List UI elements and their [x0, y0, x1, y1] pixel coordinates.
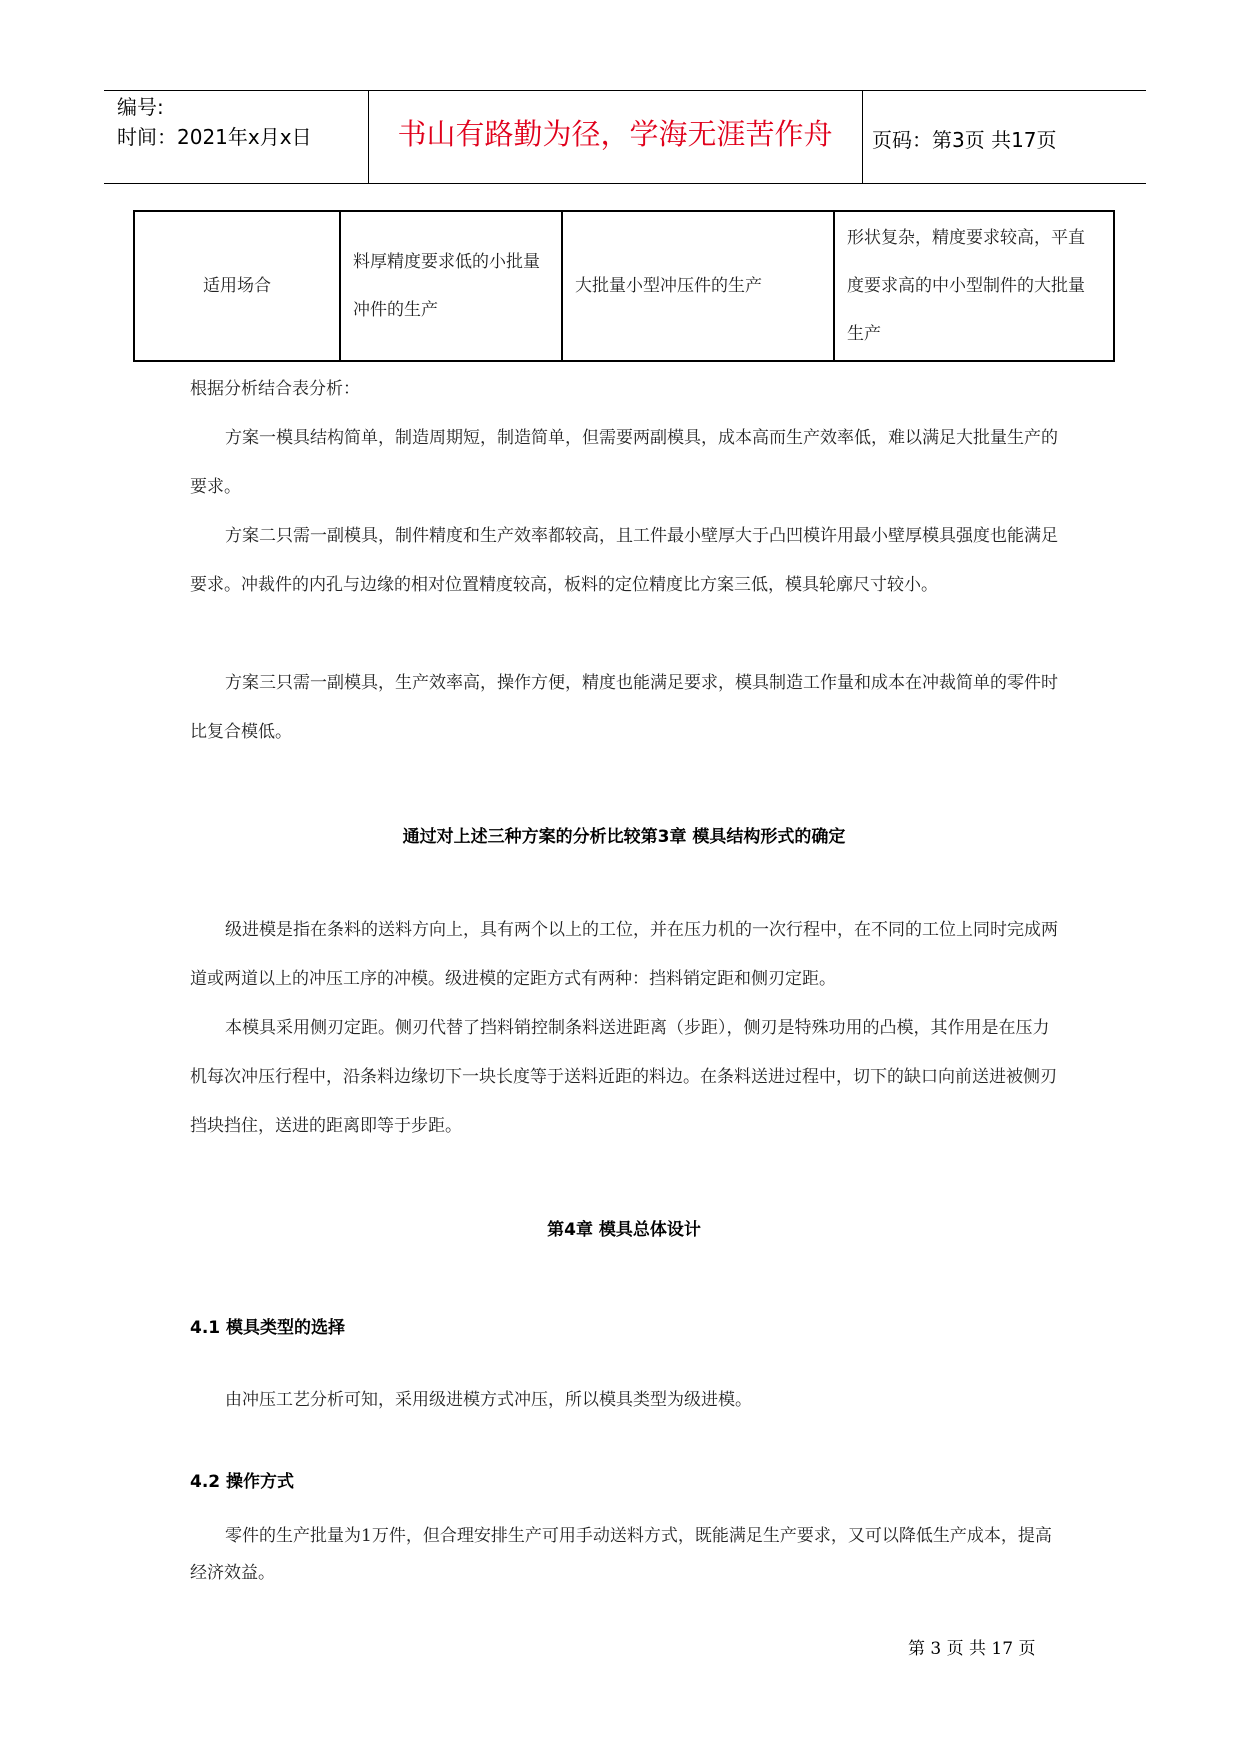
header-top-rule — [104, 90, 1146, 91]
analysis-plan3: 方案三只需一副模具，生产效率高，操作方便，精度也能满足要求，模具制造工作量和成本在冲裁简单的零件时比复合模低。 — [190, 673, 1058, 742]
chapter3-para2: 本模具采用侧刃定距。侧刃代替了挡料销控制条料送进距离（步距），侧刃是特殊功用的凸模，其作用是在压力机每次冲压行程中，沿条料边缘切下一块长度等于送料近距的料边。在条料送进过程中，切下的缺口向前送进被侧刃挡块挡住，送进的距离即等于步距。 — [190, 1018, 1057, 1136]
section-4-1-heading: 4.1 模具类型的选择 — [190, 1318, 346, 1338]
header-bottom-rule — [104, 183, 1146, 184]
header-divider-right — [862, 90, 863, 183]
section-4-1-text: 由冲压工艺分析可知，采用级进模方式冲压，所以模具类型为级进模。 — [225, 1390, 752, 1410]
chapter4-heading: 第4章 模具总体设计 — [547, 1220, 701, 1240]
table-cell-plan2: 大批量小型冲压件的生产 — [562, 211, 834, 361]
footer-page-number: 第 3 页 共 17 页 — [908, 1639, 1036, 1659]
chapter3-para1: 级进模是指在条料的送料方向上，具有两个以上的工位，并在压力机的一次行程中，在不同的工位上同时完成两道或两道以上的冲压工序的冲模。级进模的定距方式有两种：挡料销定距和侧刃定距。 — [190, 920, 1058, 989]
section-4-2-text: 零件的生产批量为1万件，但合理安排生产可用手动送料方式，既能满足生产要求，又可以降低生产成本，提高经济效益。 — [190, 1526, 1052, 1583]
table-cell-plan1: 料厚精度要求低的小批量冲件的生产 — [340, 211, 562, 361]
analysis-plan2: 方案二只需一副模具，制件精度和生产效率都较高，且工件最小壁厚大于凸凹模许用最小壁厚模具强度也能满足要求。冲裁件的内孔与边缘的相对位置精度较高，板料的定位精度比方案三低，模具轮廓尺寸较小。 — [190, 526, 1058, 595]
header-page-label: 页码：第3页 共17页 — [872, 128, 1057, 152]
serial-label: 编号: — [117, 95, 164, 119]
section-4-2-heading: 4.2 操作方式 — [190, 1472, 295, 1492]
time-label: 时间：2021年x月x日 — [117, 125, 312, 149]
table-cell-plan3: 形状复杂，精度要求较高，平直度要求高的中小型制件的大批量生产 — [834, 211, 1114, 361]
table-row — [134, 211, 1114, 361]
analysis-plan1: 方案一模具结构简单，制造周期短，制造简单，但需要两副模具，成本高而生产效率低，难以满足大批量生产的要求。 — [190, 428, 1058, 497]
table-row-label: 适用场合 — [134, 211, 340, 361]
header-divider-left — [368, 90, 369, 183]
header-motto: 书山有路勤为径，学海无涯苦作舟 — [397, 117, 833, 151]
chapter3-heading: 通过对上述三种方案的分析比较第3章 模具结构形式的确定 — [402, 827, 846, 847]
analysis-intro: 根据分析结合表分析： — [190, 379, 360, 399]
header-meta — [117, 92, 312, 152]
comparison-table — [133, 210, 1115, 362]
